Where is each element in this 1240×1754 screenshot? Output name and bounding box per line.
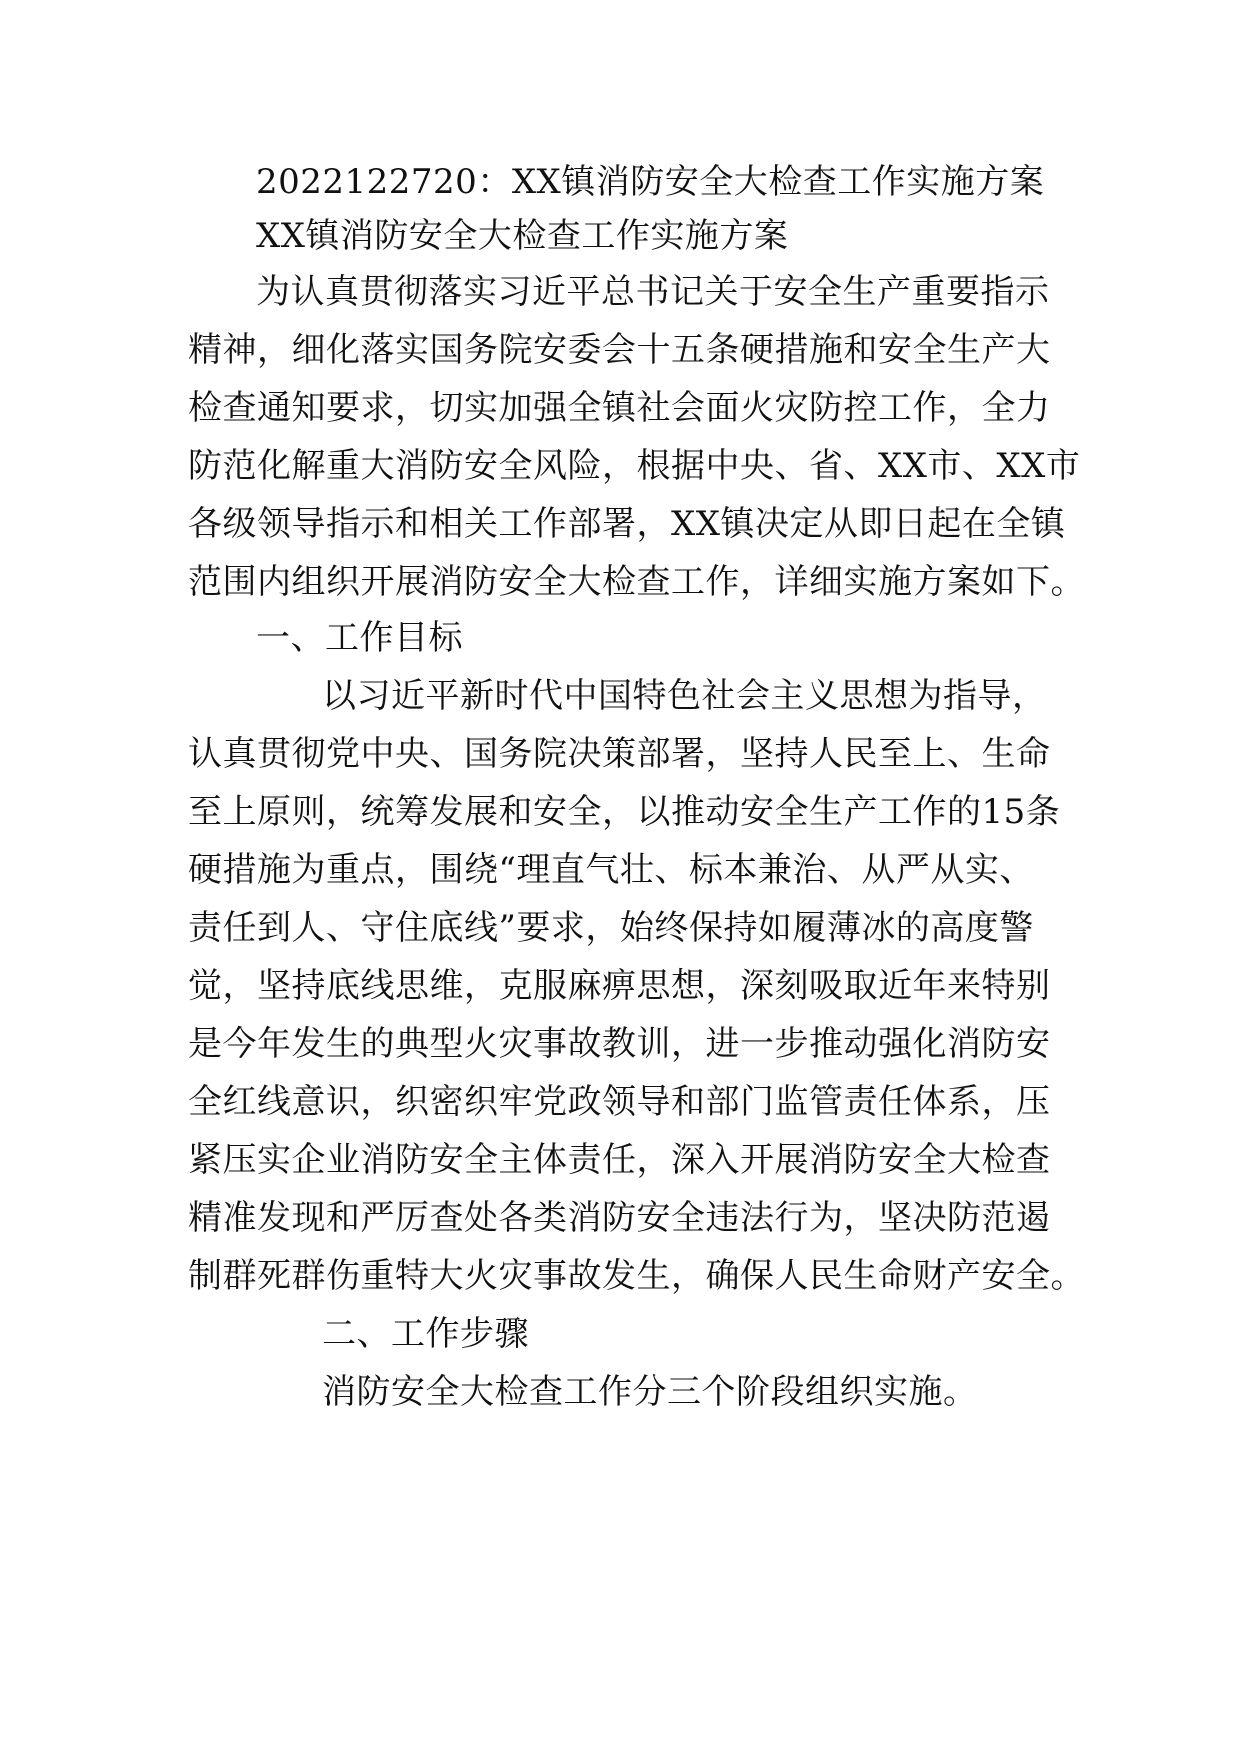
section1-line: 责任到人、守住底线”要求，始终保持如履薄冰的高度警 — [188, 908, 1034, 948]
document-heading: 2022122720：XX镇消防安全大检查工作实施方案 — [256, 162, 1045, 202]
section1-line: 紧压实企业消防安全主体责任，深入开展消防安全大检查 — [188, 1140, 1051, 1180]
intro-line: 为认真贯彻落实习近平总书记关于安全生产重要指示 — [256, 272, 1050, 312]
section1-line: 至上原则，统筹发展和安全，以推动安全生产工作的15条 — [188, 792, 1061, 832]
section1-line: 以习近平新时代中国特色社会主义思想为指导， — [322, 676, 1047, 716]
section1-heading: 一、工作目标 — [256, 618, 463, 658]
section2-heading: 二、工作步骤 — [322, 1314, 529, 1354]
section1-line: 制群死群伤重特大火灾事故发生，确保人民生命财产安全。 — [188, 1256, 1085, 1296]
document-title: XX镇消防安全大检查工作实施方案 — [256, 216, 789, 256]
section1-line: 觉，坚持底线思维，克服麻痹思想，深刻吸取近年来特别 — [188, 966, 1051, 1006]
intro-line: 精神，细化落实国务院安委会十五条硬措施和安全生产大 — [188, 330, 1051, 370]
section1-line: 精准发现和严厉查处各类消防安全违法行为，坚决防范遏 — [188, 1198, 1051, 1238]
intro-line: 范围内组织开展消防安全大检查工作，详细实施方案如下。 — [188, 562, 1085, 602]
intro-line: 防范化解重大消防安全风险，根据中央、省、XX市、XX市 — [188, 446, 1081, 486]
section2-text: 消防安全大检查工作分三个阶段组织实施。 — [322, 1372, 978, 1412]
intro-line: 检查通知要求，切实加强全镇社会面火灾防控工作，全力 — [188, 388, 1051, 428]
intro-line: 各级领导指示和相关工作部署，XX镇决定从即日起在全镇 — [188, 504, 1066, 544]
section1-line: 硬措施为重点，围绕“理直气壮、标本兼治、从严从实、 — [188, 850, 1034, 890]
section1-line: 全红线意识，织密织牢党政领导和部门监管责任体系，压 — [188, 1082, 1051, 1122]
section1-line: 认真贯彻党中央、国务院决策部署，坚持人民至上、生命 — [188, 734, 1051, 774]
section1-line: 是今年发生的典型火灾事故教训，进一步推动强化消防安 — [188, 1024, 1051, 1064]
